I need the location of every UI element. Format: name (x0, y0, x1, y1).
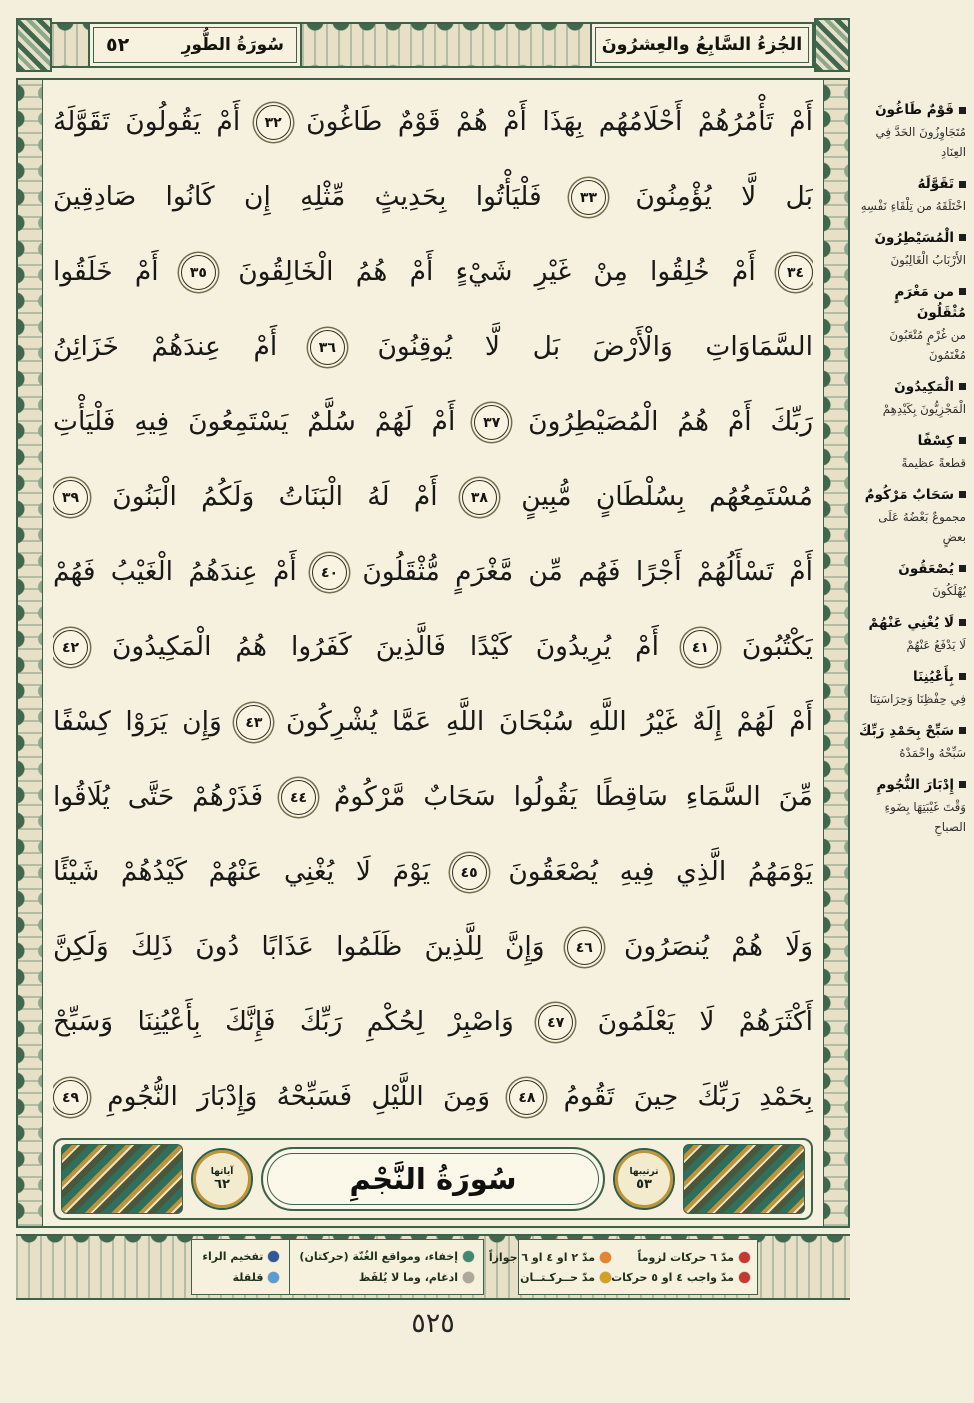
header-band (16, 14, 850, 76)
order-label: ترتيبها (629, 1166, 659, 1177)
legend-spacer (484, 1236, 518, 1298)
legend-item (611, 1251, 750, 1264)
quran-text-segment: أَمْ لَهُمْ إِلَهٌ غَيْرُ اللَّهِ سُبْحَانَ اللَّهِ عَمَّا يُشْرِكُونَ (286, 706, 813, 737)
surah-banner (53, 1138, 813, 1220)
quran-text-segment: أَمْ لَهُ الْبَنَاتُ وَلَكُمُ الْبَنُونَ (112, 481, 438, 512)
quran-text-segment: أَمْ خُلِقُوا مِنْ غَيْرِ شَيْءٍ أَمْ هُمُ الْخَالِقُونَ (238, 256, 756, 287)
note-term-text: لَا يُغْنِي عَنْهُمْ (868, 614, 954, 631)
quran-text-segment: مِّنَ السَّمَاءِ سَاقِطًا يَقُولُوا سَحَابٌ مَّرْكُومٌ (333, 781, 813, 812)
note-term (856, 228, 966, 249)
note-item (856, 100, 966, 162)
quran-text-segment: فَذَرْهُمْ حَتَّى يُلَاقُوا (53, 781, 264, 812)
note-term-text: قَوْمٌ طَاغُونَ (875, 102, 954, 118)
juz-label: الجُزءُ السَّابِعُ والعِشرُونَ (601, 35, 803, 55)
note-bullet-icon (959, 781, 966, 788)
quran-text-segment: أَمْ تَسْأَلُهُمْ أَجْرًا فَهُم مِّن مَّغْرَمٍ مُّثْقَلُونَ (362, 556, 813, 587)
quran-text-segment: أَمْ يَقُولُونَ تَقَوَّلَهُ (53, 106, 241, 137)
ayat-medallion (191, 1148, 253, 1210)
note-definition: مُتَجَاوِزُونَ الحَدَّ فِي العِنَادِ (875, 124, 966, 159)
note-definition: وَقْتَ غَيْبَتِهَا بِضَوءِ الصباحِ (884, 799, 966, 834)
quran-text-segment: وَمِنَ اللَّيْلِ فَسَبِّحْهُ وَإِدْبَارَ النُّجُومِ (107, 1081, 491, 1112)
note-bullet-icon (959, 234, 966, 241)
quran-text-segment: وَلَا هُمْ يُنصَرُونَ (623, 931, 813, 962)
note-bullet-icon (959, 727, 966, 734)
verse-number: ٤٥ (460, 864, 478, 881)
quran-line (53, 759, 813, 834)
note-term-text: سَحَابٌ مَرْكُومٌ (864, 486, 954, 503)
order-medallion (613, 1148, 675, 1210)
verse-number: ٤٠ (320, 564, 339, 581)
surah-title-label: سُورَةُ الطُّورِ (181, 35, 284, 55)
main-frame (16, 78, 850, 1228)
note-term-text: الْمُسَيْطِرُونَ (874, 229, 954, 246)
order-value: ٥٣ (636, 1176, 652, 1192)
note-definition: فِي حِفْظِنَا وَحِرَاسَتِنَا (869, 691, 966, 706)
verse-end-medallion (53, 480, 88, 515)
quran-line (53, 84, 813, 159)
content-area (16, 0, 850, 1403)
page-number: ٥٢٥ (411, 1308, 455, 1339)
quran-text-segment: يَوْمَهُمُ الَّذِي فِيهِ يُصْعَقُونَ (508, 856, 813, 887)
verse-end-medallion (312, 555, 347, 590)
legend-row (16, 1234, 850, 1300)
quran-text-segment: يَكْتُبُونَ (741, 631, 813, 662)
banner-cartouche (261, 1147, 605, 1211)
verse-number: ٣٤ (786, 264, 805, 281)
note-term-text: الْمَكِيدُونَ (894, 378, 954, 395)
note-term-text: سَبِّحْ بِحَمْدِ رَبِّكَ (859, 722, 954, 739)
quran-text-segment: رَبِّكَ أَمْ هُمُ الْمُصَيْطِرُونَ (528, 406, 813, 437)
verse-end-medallion (509, 1080, 544, 1115)
note-item (856, 228, 966, 270)
quran-line (53, 609, 813, 684)
verse-number: ٣٣ (579, 189, 598, 206)
legend-color-dot-icon (600, 1252, 611, 1263)
note-item (856, 174, 966, 216)
surah-title-box (88, 22, 302, 68)
quran-line (53, 684, 813, 759)
legend-box-madd (488, 1239, 758, 1295)
quran-text-block (43, 80, 823, 1226)
quran-text-segment: وَاصْبِرْ لِحُكْمِ رَبِّكَ فَإِنَّكَ بِأَعْيُنِنَا وَسَبِّحْ (53, 1006, 514, 1037)
quran-text-segment: أَمْ يُرِيدُونَ كَيْدًا فَالَّذِينَ كَفَرُوا هُمُ الْمَكِيدُونَ (111, 631, 659, 662)
note-bullet-icon (959, 437, 966, 444)
quran-line (53, 984, 813, 1059)
note-definition: من غُرْمٍ مُتْعَبُونَ مُغْتَمُونَ (889, 327, 966, 362)
verse-number: ٣٥ (189, 264, 207, 281)
margin-notes-column (850, 0, 974, 1403)
note-term-text: بِأَعْيُنِنَا (913, 668, 954, 685)
verse-end-medallion (683, 630, 718, 665)
verse-end-medallion (778, 255, 813, 290)
legend-color-dot-icon (739, 1252, 750, 1263)
note-term (856, 775, 966, 796)
ayat-label: آياتها (210, 1166, 234, 1177)
legend-label: ادغام، وما لا يُلفَظ (358, 1271, 458, 1284)
legend-item (299, 1271, 474, 1284)
verse-end-medallion (236, 705, 271, 740)
surah-banner-title: سُورَةُ النَّجْمِ (349, 1162, 517, 1196)
note-item (856, 485, 966, 547)
note-definition: مجموعٌ بَعْضُهُ عَلَى بعضٍ (878, 509, 966, 544)
legend-item (202, 1271, 279, 1284)
note-term (856, 613, 966, 634)
side-ornament-left (18, 80, 43, 1226)
note-term (856, 667, 966, 688)
quran-line (53, 459, 813, 534)
verse-end-medallion (462, 480, 497, 515)
legend-color-dot-icon (268, 1251, 279, 1262)
note-term (856, 282, 966, 324)
ornament-band-small (52, 22, 88, 68)
legend-label: تفخيم الراء (202, 1250, 264, 1263)
verse-end-medallion (571, 180, 606, 215)
verse-end-medallion (310, 330, 345, 365)
quran-text-segment: وَإِنَّ لِلَّذِينَ ظَلَمُوا عَذَابًا دُونَ ذَلِكَ وَلَكِنَّ (53, 931, 545, 962)
quran-line (53, 234, 813, 309)
note-item (856, 282, 966, 365)
note-bullet-icon (959, 107, 966, 114)
note-bullet-icon (959, 673, 966, 680)
legend-box-ghunnah-misc (191, 1239, 484, 1295)
note-item (856, 721, 966, 763)
ornament-band (302, 22, 590, 68)
verse-number: ٤٩ (61, 1089, 80, 1106)
banner-ornament-right (683, 1144, 805, 1214)
verse-number: ٤٧ (547, 1014, 565, 1031)
quran-text-segment: أَمْ خَلَقُوا (53, 256, 159, 287)
note-definition: الأَرْبَابُ الْغَالِبُونَ (890, 252, 966, 267)
legend-label: مدّ ٦ حركات لزوماً (637, 1250, 734, 1264)
verse-end-medallion (474, 405, 509, 440)
note-bullet-icon (959, 491, 966, 498)
note-item (856, 613, 966, 655)
legend-label: مدّ ٢ او ٤ او ٦ جوازاً (488, 1250, 596, 1264)
note-bullet-icon (959, 383, 966, 390)
quran-lines (53, 84, 813, 1134)
note-bullet-icon (959, 565, 966, 572)
legend-color-dot-icon (463, 1272, 474, 1283)
legend-color-dot-icon (463, 1251, 474, 1262)
note-bullet-icon (959, 181, 966, 188)
quran-text-segment: أَمْ لَهُمْ سُلَّمٌ يَسْتَمِعُونَ فِيهِ فَلْيَأْتِ (53, 406, 456, 437)
legend-label: مدّ واجب ٤ او ٥ حركات (611, 1270, 734, 1284)
quran-text-segment: بِحَمْدِ رَبِّكَ حِينَ تَقُومُ (563, 1081, 813, 1112)
note-definition: يُهْلَكُونَ (932, 583, 966, 598)
quran-text-segment: يَوْمَ لَا يُغْنِي عَنْهُمْ كَيْدُهُمْ شَيْئًا (53, 856, 431, 887)
verse-number: ٣٦ (318, 339, 336, 356)
note-term-text: كِسْفًا (917, 432, 954, 449)
note-term-text: تَقَوَّلَهُ (917, 176, 954, 193)
legend-spacer (16, 1236, 191, 1298)
verse-number: ٣٧ (483, 414, 501, 431)
surah-number: ٥٢ (106, 34, 130, 56)
quran-text-segment: أَمْ عِندَهُمُ الْغَيْبُ فَهُمْ (53, 556, 297, 587)
side-ornament-right (823, 80, 848, 1226)
verse-end-medallion (53, 630, 88, 665)
note-item (856, 377, 966, 419)
juz-title-box (590, 22, 814, 68)
legend-section-misc (192, 1240, 289, 1294)
quran-line (53, 1059, 813, 1134)
verse-number: ٤٢ (61, 639, 80, 656)
verse-end-medallion (53, 1080, 88, 1115)
banner-ornament-left (61, 1144, 183, 1214)
legend-color-dot-icon (268, 1272, 279, 1283)
note-term (856, 100, 966, 121)
verse-number: ٤٣ (245, 714, 263, 731)
verse-end-medallion (256, 105, 291, 140)
corner-ornament-left (16, 18, 52, 72)
verse-number: ٣٢ (264, 114, 282, 131)
note-term (856, 559, 966, 580)
verse-number: ٤١ (691, 639, 709, 656)
legend-color-dot-icon (739, 1272, 750, 1283)
verse-number: ٣٩ (61, 489, 80, 506)
verse-end-medallion (281, 780, 316, 815)
verse-end-medallion (538, 1005, 573, 1040)
legend-item (611, 1271, 750, 1284)
legend-section-ghunnah (289, 1240, 483, 1294)
quran-text-segment: أَكْثَرَهُمْ لَا يَعْلَمُونَ (597, 1006, 813, 1037)
quran-line (53, 534, 813, 609)
note-term-text: إِدْبَارَ النُّجُومِ (876, 776, 954, 793)
note-term (856, 174, 966, 195)
note-term-text: من مَغْرَمٍ مُثْقَلُونَ (894, 283, 966, 321)
quran-line (53, 384, 813, 459)
verse-end-medallion (452, 855, 487, 890)
quran-line (53, 159, 813, 234)
quran-line (53, 834, 813, 909)
note-term (856, 431, 966, 452)
quran-text-segment: مُسْتَمِعُهُم بِسُلْطَانٍ مُّبِينٍ (521, 481, 813, 512)
quran-text-segment: بَل لَّا يُؤْمِنُونَ (635, 181, 813, 212)
legend-label: إخفاء، ومواقع الغُنّة (حركتان) (299, 1250, 458, 1263)
note-term (856, 485, 966, 506)
legend-item (202, 1250, 279, 1263)
verse-end-medallion (181, 255, 216, 290)
quran-text-segment: أَمْ عِندَهُمْ خَزَائِنُ (53, 331, 278, 362)
note-item (856, 559, 966, 601)
note-term (856, 377, 966, 398)
note-definition: سَبِّحْهُ واحْمَدْهُ (899, 745, 966, 760)
note-item (856, 667, 966, 709)
note-term-text: يُصْعَقُونَ (898, 560, 954, 577)
legend-label: قلقلة (232, 1271, 264, 1284)
note-definition: قطعةً عظيمةً (901, 455, 966, 470)
quran-text-segment: فَلْيَأْتُوا بِحَدِيثٍ مِّثْلِهِ إِن كَانُوا صَادِقِينَ (53, 181, 542, 212)
legend-spacer (758, 1236, 850, 1298)
legend-label: مدّ حــركـتــان (520, 1270, 596, 1284)
note-bullet-icon (959, 619, 966, 626)
note-item (856, 431, 966, 473)
quran-text-segment: السَّمَاوَاتِ وَالْأَرْضَ بَل لَّا يُوقِنُونَ (377, 331, 813, 362)
note-term (856, 721, 966, 742)
legend-item (299, 1250, 474, 1263)
note-definition: لَا يَدْفَعُ عَنْهُمْ (906, 637, 966, 652)
legend-color-dot-icon (600, 1272, 611, 1283)
quran-line (53, 309, 813, 384)
verse-number: ٤٤ (290, 789, 308, 806)
ayat-value: ٦٢ (214, 1176, 230, 1192)
note-definition: اخْتَلَقَهُ من تِلْقَاءِ نَفْسِهِ (860, 198, 966, 213)
note-definition: الْمَجْزِيُّونَ بِكَيْدِهِمْ (882, 401, 966, 416)
verse-number: ٤٦ (575, 939, 593, 956)
quran-text-segment: أَمْ تَأْمُرُهُمْ أَحْلَامُهُم بِهَذَا أَمْ هُمْ قَوْمٌ طَاغُونَ (306, 106, 813, 137)
note-bullet-icon (959, 288, 966, 295)
quran-text-segment: وَإِن يَرَوْا كِسْفًا (53, 706, 222, 737)
note-item (856, 775, 966, 837)
quran-line (53, 909, 813, 984)
verse-number: ٣٨ (470, 489, 488, 506)
corner-ornament-right (814, 18, 850, 72)
verse-end-medallion (567, 930, 602, 965)
verse-number: ٤٨ (518, 1089, 536, 1106)
